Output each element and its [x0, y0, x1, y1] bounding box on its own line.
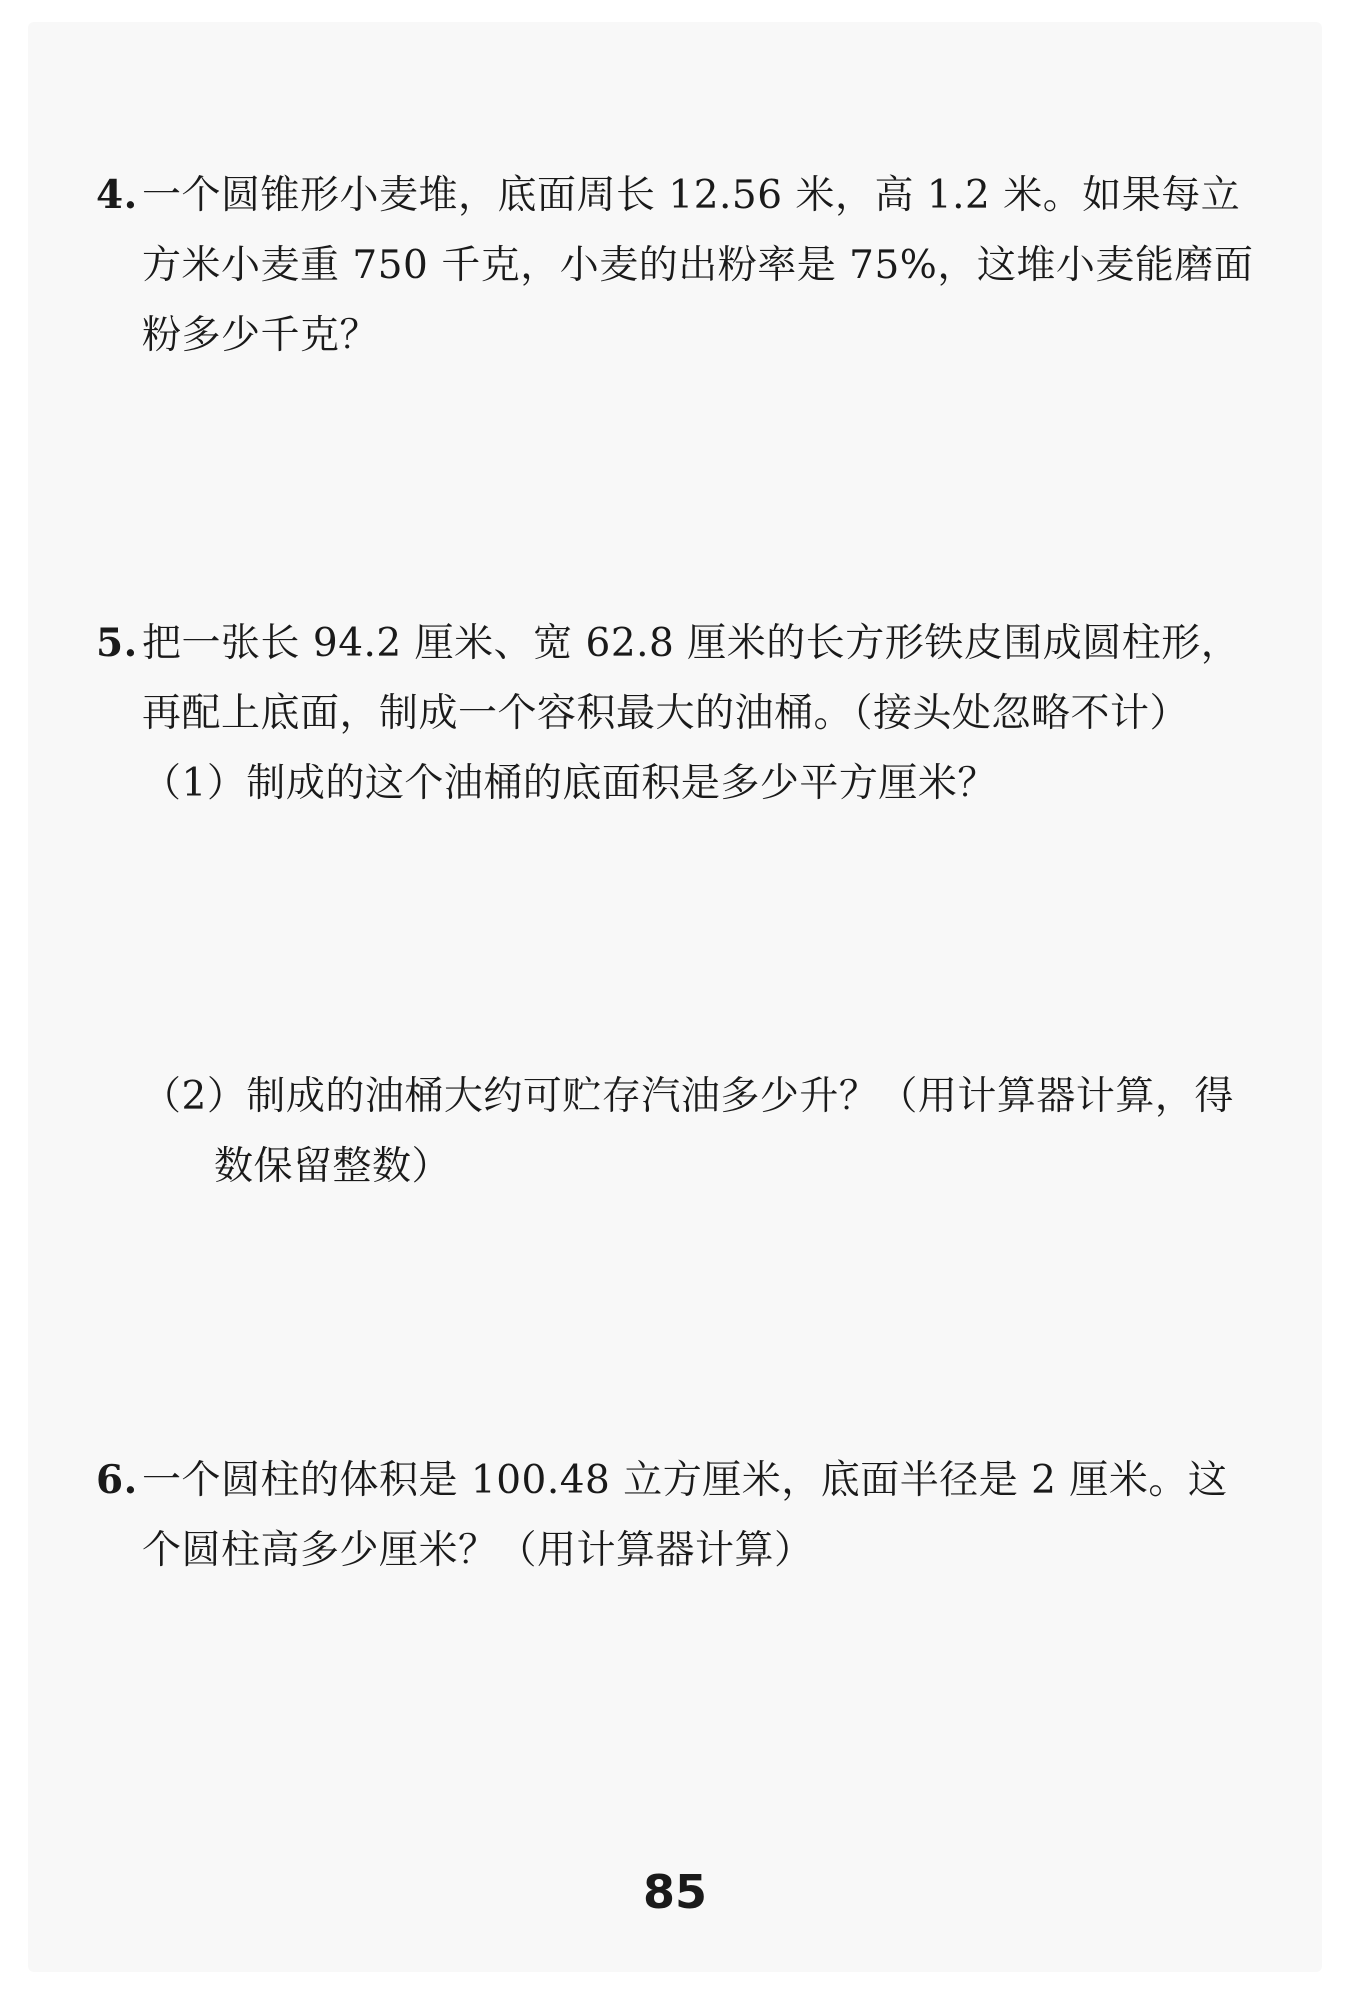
problem-line — [96, 608, 1241, 679]
sub-question-1: （1）制成的这个油桶的底面积是多少平方厘米？ — [142, 761, 997, 806]
problem-number: 4. — [96, 172, 138, 218]
sub-question-2: （2）制成的油桶大约可贮存汽油多少升？（用计算器计算，得 — [142, 1074, 1234, 1119]
problem-5-sub-2 — [96, 1062, 1234, 1202]
sub-question-2-continuation: 数保留整数） — [214, 1144, 452, 1189]
problem-text: 一个圆锥形小麦堆，底面周长 12.56 米，高 1.2 米。如果每立 — [142, 173, 1241, 218]
problem-text: 一个圆柱的体积是 100.48 立方厘米，底面半径是 2 厘米。这 — [142, 1458, 1228, 1503]
problem-number: 5. — [96, 620, 138, 666]
problem-line: 再配上底面，制成一个容积最大的油桶。（接头处忽略不计） — [142, 691, 1190, 736]
problem-line: 粉多少千克？ — [142, 313, 380, 358]
problem-number: 6. — [96, 1457, 138, 1503]
problem-5 — [96, 608, 1241, 819]
page-number: 85 — [642, 1865, 707, 1919]
problem-line: 个圆柱高多少厘米？（用计算器计算） — [142, 1528, 814, 1573]
problem-line — [96, 1445, 1228, 1516]
problem-line: 方米小麦重 750 千克，小麦的出粉率是 75%，这堆小麦能磨面 — [142, 243, 1254, 288]
problem-line — [96, 160, 1241, 231]
problem-6 — [96, 1445, 1228, 1586]
problem-text: 把一张长 94.2 厘米、宽 62.8 厘米的长方形铁皮围成圆柱形， — [142, 621, 1241, 666]
problem-4 — [96, 160, 1254, 371]
